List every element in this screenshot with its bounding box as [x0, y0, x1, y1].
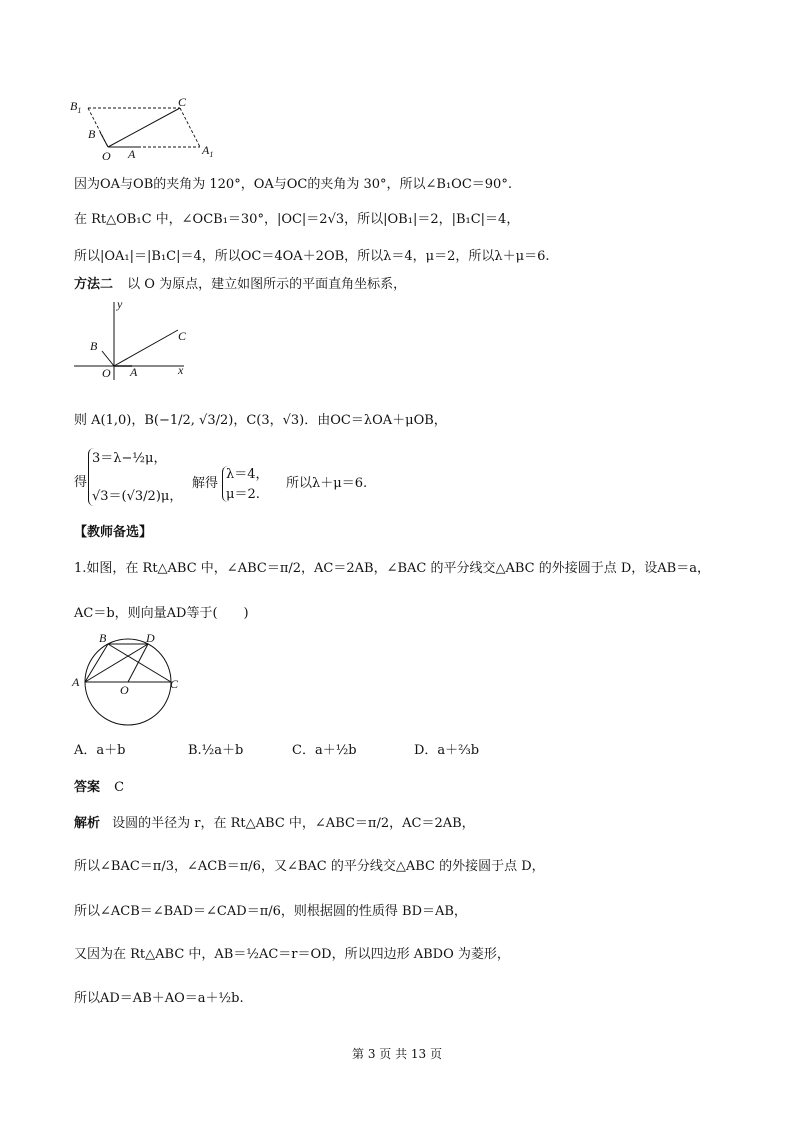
label-c-2: C	[178, 329, 187, 343]
answer-value: C	[114, 780, 125, 795]
label-o-2: O	[102, 366, 111, 380]
vector-ob-2	[102, 351, 114, 366]
solution-line-4: 又因为在 Rt△ABC 中，AB＝½AC＝r＝OD，所以四边形 ABDO 为菱形，	[74, 947, 510, 962]
method-two-heading: 方法二	[74, 277, 114, 292]
vector-oc	[108, 108, 180, 147]
label-b: B	[88, 127, 96, 141]
parallelogram-figure	[68, 96, 228, 162]
line-5: 则 A(1,0)，B(−1/2, √3/2)，C(3，√3)．由OC＝λOA＋μOB，	[74, 413, 447, 428]
system-conclusion: 所以λ＋μ＝6.	[286, 476, 368, 491]
solution-line-1	[74, 817, 475, 830]
solution-line-5: 所以AD＝AB＋AO＝a＋½b.	[74, 991, 244, 1006]
solve-lead: 解得	[192, 476, 219, 491]
axis-label-x: x	[178, 363, 184, 377]
coordinate-figure	[72, 296, 202, 382]
option-d: D．a＋⅔b	[414, 743, 480, 758]
system-eq-2: √3＝(√3/2)μ，	[92, 489, 183, 504]
label-o-3: O	[120, 683, 129, 697]
option-c: C．a＋½b	[292, 743, 357, 758]
label-c: C	[178, 96, 187, 109]
line-1: 因为OA与OB的夹角为 120°，OA与OC的夹角为 30°，所以∠B₁OC＝90°.	[74, 177, 512, 192]
solution-line-3: 所以∠ACB＝∠BAD＝∠CAD＝π/6，则根据圆的性质得 BD＝AB，	[74, 904, 467, 919]
question-line-1: 1.如图，在 Rt△ABC 中，∠ABC＝π/2，AC＝2AB，∠BAC 的平分线交△ABC 的外接圆于点 D，设AB＝a，	[74, 561, 710, 576]
teacher-section-heading: 【教师备选】	[74, 525, 153, 540]
label-a-3: A	[72, 675, 80, 689]
segment-ab	[85, 644, 108, 682]
label-b-3: B	[99, 631, 107, 645]
line-2: 在 Rt△OB₁C 中，∠OCB₁＝30°，|OC|＝2√3，所以|OB₁|＝2，|B₁C|＝4，	[74, 212, 520, 227]
method-two-text: 以 O 为原点，建立如图所示的平面直角坐标系，	[127, 277, 407, 292]
label-b-2: B	[90, 339, 98, 353]
label-a-2: A	[130, 365, 138, 379]
vector-ob	[100, 132, 108, 147]
line-4	[74, 278, 406, 291]
label-a1: $A_1$	[202, 143, 214, 159]
dashed-c-a1	[180, 108, 200, 147]
question-line-2: AC＝b，则向量AD等于( )	[74, 606, 249, 621]
system-lead: 得	[74, 475, 88, 490]
label-a: A	[128, 147, 136, 161]
page-footer: 第 3 页 共 13 页	[352, 1047, 442, 1061]
circle-figure	[70, 630, 190, 730]
option-a: A．a＋b	[74, 743, 126, 758]
solution-text-1: 设圆的半径为 r，在 Rt△ABC 中，∠ABC＝π/2，AC＝2AB，	[112, 816, 475, 831]
label-d-3: D	[146, 631, 155, 645]
system-eq-1: 3＝λ−½μ，	[92, 451, 167, 466]
answer-line	[74, 781, 124, 794]
label-b1: $B_1$	[70, 99, 82, 115]
line-3: 所以|OA₁|＝|B₁C|＝4，所以OC＝4OA＋2OB，所以λ＝4，μ＝2，所以λ＋μ＝6.	[74, 249, 550, 264]
option-b: B.½a＋b	[188, 743, 244, 758]
solution-eq-2: μ＝2.	[226, 487, 260, 502]
solution-heading: 解析	[74, 816, 101, 831]
answer-heading: 答案	[74, 780, 101, 795]
label-c-3: C	[170, 677, 179, 691]
label-o: O	[102, 149, 111, 162]
vector-oc-2	[114, 330, 178, 366]
solution-eq-1: λ＝4，	[226, 467, 269, 482]
axis-label-y: y	[117, 297, 123, 311]
solution-line-2: 所以∠BAC＝π/3，∠ACB＝π/6，又∠BAC 的平分线交△ABC 的外接圆于点 D，	[74, 859, 545, 874]
